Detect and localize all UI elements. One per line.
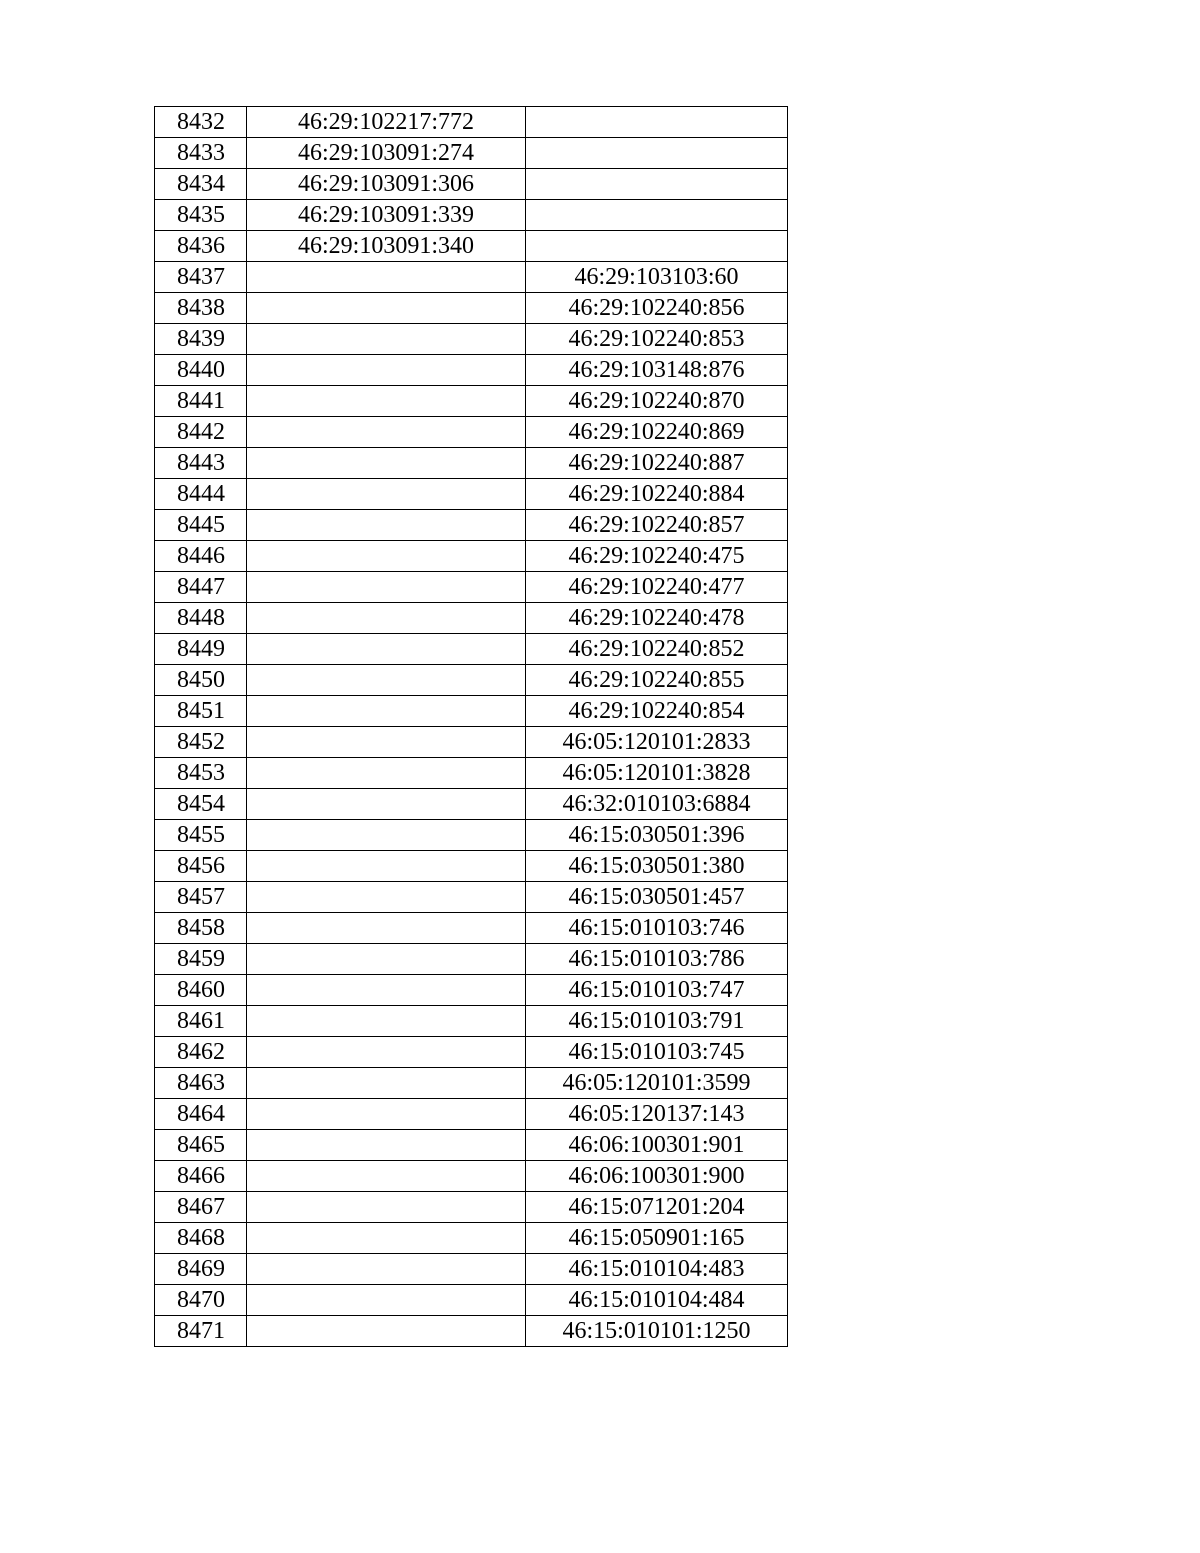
cadastral-number-cell-a xyxy=(247,417,526,448)
cadastral-number-cell-a xyxy=(247,1161,526,1192)
table-row xyxy=(155,231,788,262)
row-number-cell: 8471 xyxy=(155,1316,247,1347)
row-number-cell: 8457 xyxy=(155,882,247,913)
row-number-cell: 8440 xyxy=(155,355,247,386)
cadastral-number-cell-b xyxy=(526,138,788,169)
cadastral-number-cell-b: 46:29:102240:870 xyxy=(526,386,788,417)
cadastral-number-cell-a xyxy=(247,975,526,1006)
row-number-cell: 8461 xyxy=(155,1006,247,1037)
row-number-cell: 8433 xyxy=(155,138,247,169)
cadastral-number-cell-a xyxy=(247,355,526,386)
row-number-cell: 8435 xyxy=(155,200,247,231)
table-row xyxy=(155,200,788,231)
cadastral-number-cell-b xyxy=(526,169,788,200)
cadastral-number-cell-a xyxy=(247,851,526,882)
cadastral-number-cell-b: 46:15:071201:204 xyxy=(526,1192,788,1223)
row-number-cell: 8442 xyxy=(155,417,247,448)
table-row xyxy=(155,1006,788,1037)
row-number-cell: 8464 xyxy=(155,1099,247,1130)
row-number-cell: 8455 xyxy=(155,820,247,851)
row-number-cell: 8456 xyxy=(155,851,247,882)
row-number-cell: 8439 xyxy=(155,324,247,355)
cadastral-number-cell-b: 46:15:030501:396 xyxy=(526,820,788,851)
row-number-cell: 8441 xyxy=(155,386,247,417)
cadastral-number-cell-a: 46:29:102217:772 xyxy=(247,107,526,138)
cadastral-number-cell-a xyxy=(247,1254,526,1285)
cadastral-number-cell-a xyxy=(247,293,526,324)
row-number-cell: 8451 xyxy=(155,696,247,727)
cadastral-number-cell-a xyxy=(247,1316,526,1347)
cadastral-number-cell-a xyxy=(247,944,526,975)
table-row xyxy=(155,758,788,789)
cadastral-number-cell-a xyxy=(247,386,526,417)
cadastral-number-cell-b: 46:29:103148:876 xyxy=(526,355,788,386)
cadastral-number-cell-b: 46:05:120137:143 xyxy=(526,1099,788,1130)
table-row xyxy=(155,944,788,975)
cadastral-number-cell-b: 46:29:102240:857 xyxy=(526,510,788,541)
row-number-cell: 8438 xyxy=(155,293,247,324)
cadastral-number-cell-a xyxy=(247,572,526,603)
table-row xyxy=(155,448,788,479)
cadastral-number-cell-b: 46:15:010103:747 xyxy=(526,975,788,1006)
cadastral-number-cell-b xyxy=(526,200,788,231)
row-number-cell: 8465 xyxy=(155,1130,247,1161)
row-number-cell: 8459 xyxy=(155,944,247,975)
cadastral-number-cell-b: 46:29:102240:852 xyxy=(526,634,788,665)
row-number-cell: 8432 xyxy=(155,107,247,138)
row-number-cell: 8469 xyxy=(155,1254,247,1285)
cadastral-number-cell-b: 46:06:100301:900 xyxy=(526,1161,788,1192)
table-row xyxy=(155,851,788,882)
cadastral-number-cell-b: 46:29:102240:853 xyxy=(526,324,788,355)
cadastral-number-cell-a xyxy=(247,634,526,665)
cadastral-number-cell-a xyxy=(247,324,526,355)
row-number-cell: 8445 xyxy=(155,510,247,541)
cadastral-number-cell-a xyxy=(247,1037,526,1068)
row-number-cell: 8458 xyxy=(155,913,247,944)
cadastral-number-cell-b: 46:05:120101:2833 xyxy=(526,727,788,758)
table-row xyxy=(155,913,788,944)
cadastral-number-cell-a xyxy=(247,1130,526,1161)
cadastral-number-cell-b: 46:32:010103:6884 xyxy=(526,789,788,820)
cadastral-number-table xyxy=(154,106,788,1347)
cadastral-number-cell-b: 46:15:010104:483 xyxy=(526,1254,788,1285)
table-row xyxy=(155,1316,788,1347)
cadastral-number-cell-b xyxy=(526,231,788,262)
table-row xyxy=(155,603,788,634)
cadastral-number-cell-b: 46:29:102240:477 xyxy=(526,572,788,603)
cadastral-number-cell-a: 46:29:103091:306 xyxy=(247,169,526,200)
table-row xyxy=(155,1037,788,1068)
cadastral-number-cell-b: 46:29:103103:60 xyxy=(526,262,788,293)
cadastral-number-cell-a xyxy=(247,727,526,758)
cadastral-number-cell-a xyxy=(247,603,526,634)
table-row xyxy=(155,355,788,386)
cadastral-number-cell-a xyxy=(247,510,526,541)
cadastral-number-cell-b: 46:15:010103:746 xyxy=(526,913,788,944)
cadastral-number-cell-b: 46:29:102240:855 xyxy=(526,665,788,696)
table-row xyxy=(155,324,788,355)
table-body xyxy=(155,107,788,1347)
row-number-cell: 8437 xyxy=(155,262,247,293)
row-number-cell: 8450 xyxy=(155,665,247,696)
cadastral-number-cell-b: 46:29:102240:887 xyxy=(526,448,788,479)
table-row xyxy=(155,107,788,138)
table-row xyxy=(155,789,788,820)
table-row xyxy=(155,975,788,1006)
cadastral-number-cell-b: 46:15:010103:791 xyxy=(526,1006,788,1037)
row-number-cell: 8466 xyxy=(155,1161,247,1192)
cadastral-number-cell-a xyxy=(247,262,526,293)
cadastral-number-cell-a xyxy=(247,696,526,727)
cadastral-number-cell-b: 46:29:102240:475 xyxy=(526,541,788,572)
cadastral-number-cell-b: 46:15:010103:745 xyxy=(526,1037,788,1068)
row-number-cell: 8444 xyxy=(155,479,247,510)
table-row xyxy=(155,696,788,727)
cadastral-number-cell-a: 46:29:103091:274 xyxy=(247,138,526,169)
cadastral-number-cell-a: 46:29:103091:339 xyxy=(247,200,526,231)
table-row xyxy=(155,386,788,417)
table-row xyxy=(155,820,788,851)
row-number-cell: 8470 xyxy=(155,1285,247,1316)
table-row xyxy=(155,1285,788,1316)
row-number-cell: 8454 xyxy=(155,789,247,820)
cadastral-number-cell-a xyxy=(247,665,526,696)
table-row xyxy=(155,510,788,541)
cadastral-number-cell-b: 46:15:010101:1250 xyxy=(526,1316,788,1347)
table-row xyxy=(155,1254,788,1285)
row-number-cell: 8468 xyxy=(155,1223,247,1254)
cadastral-number-cell-a xyxy=(247,541,526,572)
table-row xyxy=(155,417,788,448)
cadastral-number-cell-b: 46:15:030501:457 xyxy=(526,882,788,913)
cadastral-number-cell-b: 46:29:102240:869 xyxy=(526,417,788,448)
cadastral-number-cell-b: 46:15:050901:165 xyxy=(526,1223,788,1254)
table-row xyxy=(155,1161,788,1192)
cadastral-number-cell-b: 46:29:102240:478 xyxy=(526,603,788,634)
table-row xyxy=(155,138,788,169)
table-row xyxy=(155,1068,788,1099)
table-row xyxy=(155,1223,788,1254)
cadastral-number-cell-a xyxy=(247,1223,526,1254)
cadastral-number-cell-a xyxy=(247,479,526,510)
cadastral-number-cell-a xyxy=(247,758,526,789)
cadastral-number-cell-a xyxy=(247,1068,526,1099)
cadastral-number-cell-a: 46:29:103091:340 xyxy=(247,231,526,262)
table-row xyxy=(155,1099,788,1130)
row-number-cell: 8449 xyxy=(155,634,247,665)
table-row xyxy=(155,665,788,696)
cadastral-number-cell-b: 46:29:102240:854 xyxy=(526,696,788,727)
row-number-cell: 8467 xyxy=(155,1192,247,1223)
row-number-cell: 8434 xyxy=(155,169,247,200)
table-row xyxy=(155,479,788,510)
cadastral-number-cell-b xyxy=(526,107,788,138)
table-row xyxy=(155,262,788,293)
row-number-cell: 8453 xyxy=(155,758,247,789)
table-row xyxy=(155,541,788,572)
row-number-cell: 8463 xyxy=(155,1068,247,1099)
cadastral-number-cell-a xyxy=(247,1192,526,1223)
row-number-cell: 8448 xyxy=(155,603,247,634)
table-row xyxy=(155,1130,788,1161)
cadastral-number-cell-b: 46:06:100301:901 xyxy=(526,1130,788,1161)
row-number-cell: 8447 xyxy=(155,572,247,603)
row-number-cell: 8443 xyxy=(155,448,247,479)
table-row xyxy=(155,293,788,324)
row-number-cell: 8436 xyxy=(155,231,247,262)
cadastral-number-cell-b: 46:29:102240:856 xyxy=(526,293,788,324)
cadastral-number-cell-a xyxy=(247,1006,526,1037)
table-row xyxy=(155,572,788,603)
cadastral-number-cell-b: 46:05:120101:3599 xyxy=(526,1068,788,1099)
cadastral-number-cell-b: 46:29:102240:884 xyxy=(526,479,788,510)
cadastral-number-cell-a xyxy=(247,882,526,913)
cadastral-number-cell-a xyxy=(247,1099,526,1130)
row-number-cell: 8460 xyxy=(155,975,247,1006)
cadastral-number-cell-a xyxy=(247,820,526,851)
cadastral-number-cell-b: 46:15:030501:380 xyxy=(526,851,788,882)
cadastral-number-cell-a xyxy=(247,789,526,820)
table-row xyxy=(155,882,788,913)
row-number-cell: 8446 xyxy=(155,541,247,572)
table-row xyxy=(155,727,788,758)
cadastral-number-cell-b: 46:15:010104:484 xyxy=(526,1285,788,1316)
row-number-cell: 8462 xyxy=(155,1037,247,1068)
cadastral-number-cell-b: 46:15:010103:786 xyxy=(526,944,788,975)
cadastral-number-cell-a xyxy=(247,913,526,944)
cadastral-number-cell-a xyxy=(247,448,526,479)
table-row xyxy=(155,1192,788,1223)
row-number-cell: 8452 xyxy=(155,727,247,758)
cadastral-number-cell-a xyxy=(247,1285,526,1316)
cadastral-number-cell-b: 46:05:120101:3828 xyxy=(526,758,788,789)
table-row xyxy=(155,169,788,200)
table-row xyxy=(155,634,788,665)
